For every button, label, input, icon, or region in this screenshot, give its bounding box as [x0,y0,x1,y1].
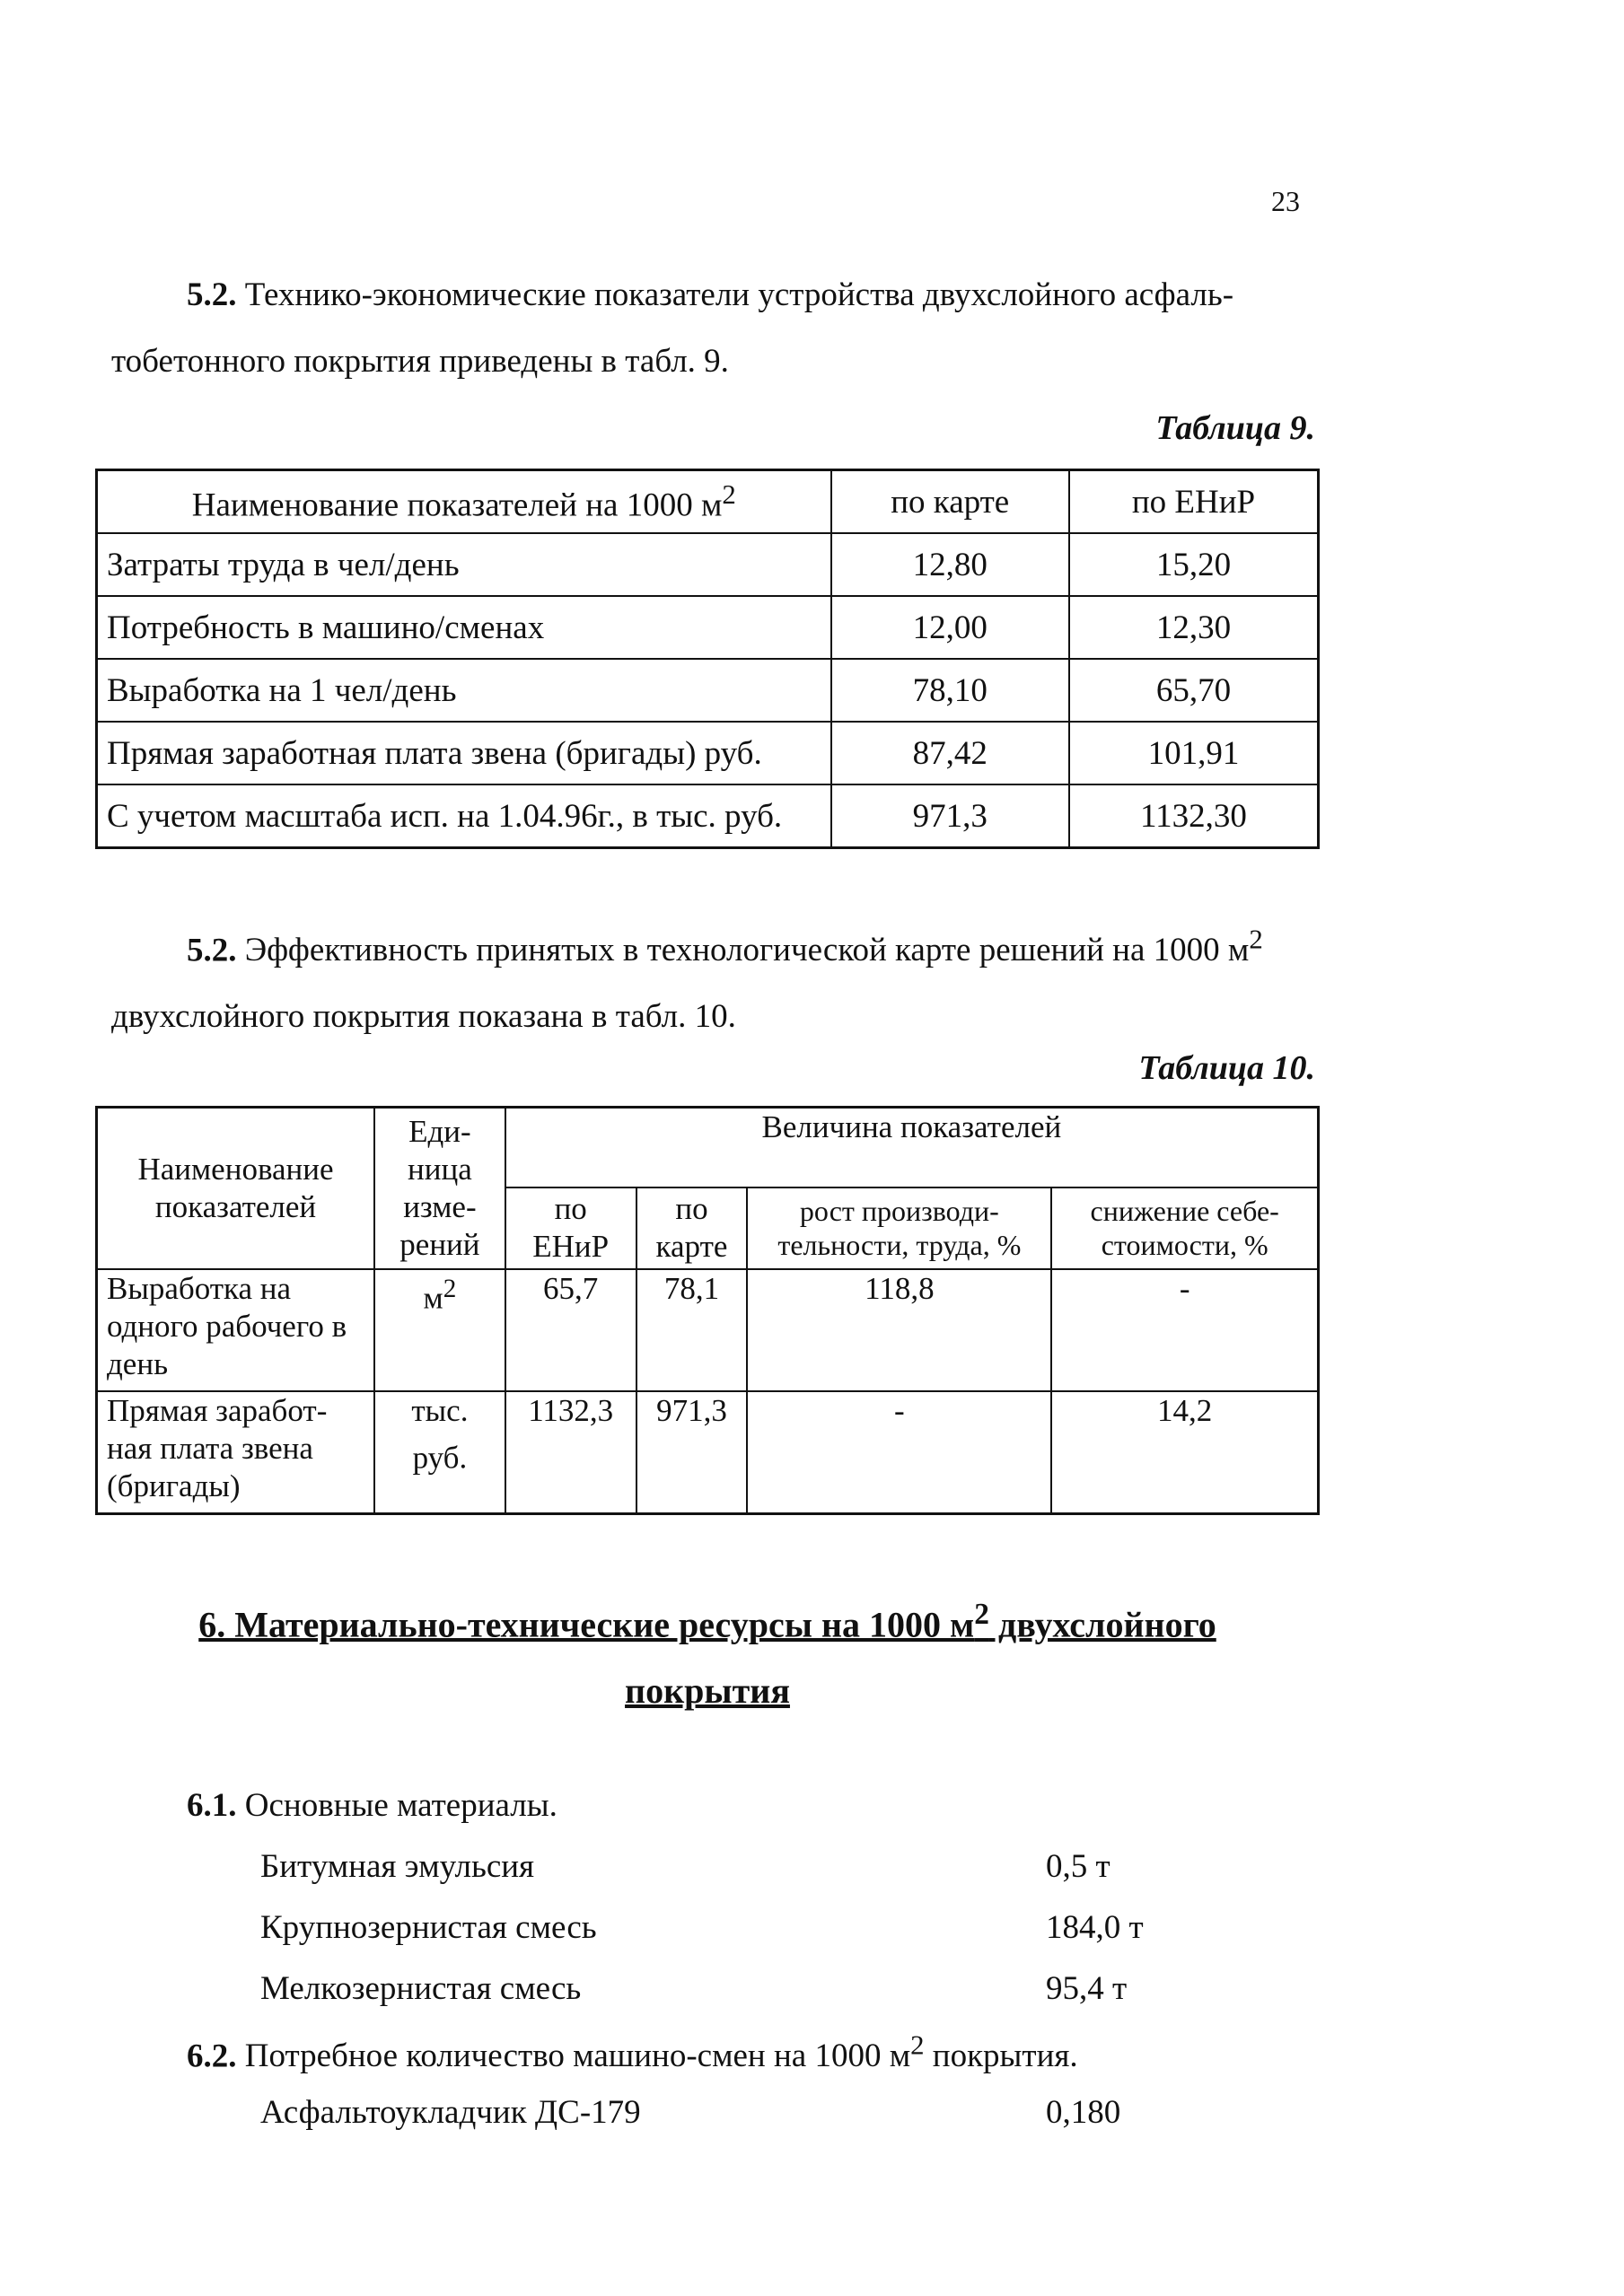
header-cell-by-card: по карте [831,470,1069,534]
row-value-card: 12,00 [831,596,1069,659]
header-cell-growth: рост производи-тельности, труда, % [747,1187,1051,1269]
row-value-enir: 1132,3 [505,1391,636,1514]
paragraph-text: Потребное количество машино-смен на 1000 $м^2$ покрытия. [244,2030,1078,2075]
row-value-enir: 65,7 [505,1269,636,1391]
table-row [97,1391,1319,1514]
header-cell-cost: снижение себе-стоимости, % [1051,1187,1318,1269]
material-name: Битумная эмульсия [260,1848,535,1885]
row-name: Затраты труда в чел/день [97,533,831,596]
row-value-card: 87,42 [831,722,1069,784]
table-10-caption: Таблица 10. [1138,1049,1315,1087]
row-name: Прямая заработная плата звена (бригады) руб. [97,722,831,784]
material-value: 0,5 т [1046,1848,1110,1885]
material-value: 95,4 т [1046,1970,1128,2007]
paragraph-text-line2: двухслойного покрытия показана в табл. 10. [111,998,736,1036]
paragraph-text-line2: тобетонного покрытия приведены в табл. 9. [111,343,729,380]
header-cell-group: Величина показателей [505,1108,1319,1187]
paragraph-number: 6.1. [187,1787,237,1824]
row-value-enir: 12,30 [1069,596,1319,659]
table-row [97,596,1319,659]
table-row [97,1269,1319,1391]
header-cell-by-enir: по ЕНиР [1069,470,1319,534]
header-cell-unit: Еди-ница изме-рений [374,1108,505,1270]
header-cell-karte: по карте [636,1187,748,1269]
paragraph-text: Основные материалы. [244,1787,557,1824]
row-value-card: 78,10 [831,659,1069,722]
table-row [97,784,1319,848]
row-value-cost: - [1051,1269,1318,1391]
header-cell-enir: по ЕНиР [505,1187,636,1269]
row-value-card: 12,80 [831,533,1069,596]
row-name: С учетом масштаба исп. на 1.04.96г., в тыс. руб. [97,784,831,848]
section-6-1-heading [187,1786,557,1825]
header-cell-name: Наименование показателей [97,1108,375,1270]
paragraph-number: 6.2. [187,2037,237,2075]
table-row [97,722,1319,784]
row-value-cost: 14,2 [1051,1391,1318,1514]
header-cell-name: Наименование показателей на 1000 $м^2$ [97,470,831,534]
material-name: Мелкозернистая смесь [260,1970,582,2007]
row-name: Потребность в машино/сменах [97,596,831,659]
material-value: 184,0 т [1046,1909,1144,1946]
section-6-title-line2: покрытия [625,1670,790,1711]
row-value-card: 971,3 [831,784,1069,848]
paragraph-5-2-indicators [111,262,1314,395]
row-value-growth: 118,8 [747,1269,1051,1391]
page-number: 23 [1271,185,1300,217]
row-value-growth: - [747,1391,1051,1514]
table-header-row [97,1108,1319,1187]
material-name: Крупнозернистая смесь [260,1909,597,1946]
row-name: Прямая заработ-ная плата звена (бригады) [97,1391,375,1514]
paragraph-number: 5.2. [187,932,237,969]
row-value-enir: 101,91 [1069,722,1319,784]
row-value-karte: 78,1 [636,1269,748,1391]
row-value-enir: 1132,30 [1069,784,1319,848]
paragraph-5-2-efficiency [111,907,1314,1050]
row-unit: тыс. руб. [374,1391,505,1514]
row-unit: $м^2$ [374,1269,505,1391]
table-9-caption: Таблица 9. [1155,409,1315,447]
table-9 [95,469,1320,849]
row-value-karte: 971,3 [636,1391,748,1514]
machine-value: 0,180 [1046,2094,1121,2131]
table-row [97,659,1319,722]
row-name: Выработка на одного рабочего в день [97,1269,375,1391]
section-6-2-heading [187,2030,1078,2075]
paragraph-text-line1: Эффективность принятых в технологической карте решений на 1000 $м^2$ [244,925,1263,969]
paragraph-number: 5.2. [187,276,237,313]
machine-name: Асфальтоукладчик ДС-179 [260,2094,641,2131]
table-row [97,533,1319,596]
paragraph-text-line1: Технико-экономические показатели устройства двухслойного асфаль- [244,276,1234,313]
section-6-title: 6. Материально-технические ресурсы на 1000 $м^2$ двухслойного [198,1598,1216,1645]
table-10 [95,1106,1320,1515]
table-header-row [97,470,1319,534]
row-value-enir: 65,70 [1069,659,1319,722]
row-name: Выработка на 1 чел/день [97,659,831,722]
row-value-enir: 15,20 [1069,533,1319,596]
